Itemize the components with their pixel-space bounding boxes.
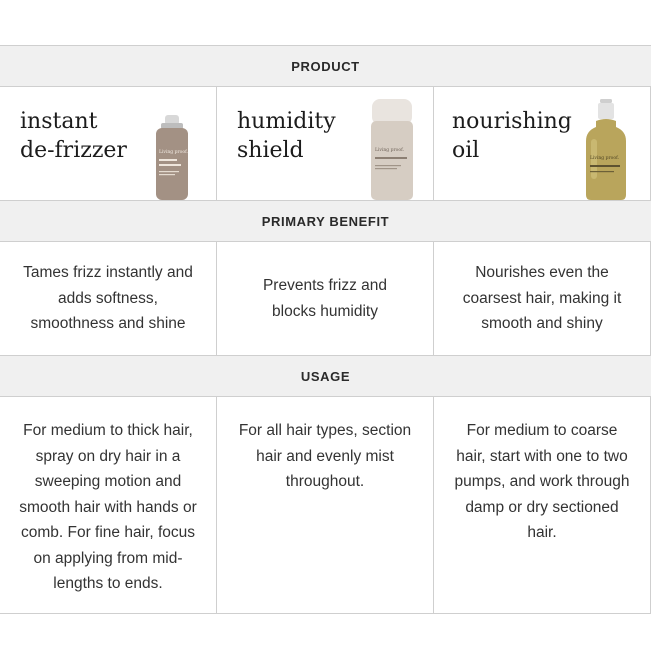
spray-can-icon (369, 99, 415, 200)
comparison-table (0, 45, 651, 614)
product-name-line: oil (452, 138, 480, 163)
svg-text:Living proof.: Living proof. (375, 148, 405, 153)
usage-cell (0, 397, 217, 613)
usage-row (0, 397, 651, 614)
product-name-line: instant (20, 109, 98, 134)
aerosol-can-icon (153, 115, 191, 200)
product-name-line: nourishing (452, 109, 572, 134)
product-name (237, 107, 357, 165)
product-name-line: shield (237, 138, 304, 163)
benefit-text: Nourishes even the coarsest hair, making it smooth and shiny (462, 264, 622, 333)
usage-cell (434, 397, 651, 613)
product-row (0, 87, 651, 201)
product-header: PRODUCT (0, 46, 651, 87)
benefit-row (0, 242, 651, 356)
benefit-text: Prevents frizz and blocks humidity (262, 277, 388, 320)
product-cell-instant-de-frizzer (0, 87, 217, 200)
usage-text: For all hair types, section hair and evenly mist throughout. (238, 422, 412, 490)
product-name (452, 107, 572, 165)
benefit-cell (0, 242, 217, 355)
product-cell-nourishing-oil (434, 87, 651, 200)
usage-text: For medium to thick hair, spray on dry hair in a sweeping motion and smooth hair with hands or comb. For fine hair, focus on applying from mid-lengths to ends. (19, 422, 197, 592)
usage-cell (217, 397, 434, 613)
benefit-cell (434, 242, 651, 355)
product-name (20, 107, 140, 165)
usage-text: For medium to coarse hair, start with one to two pumps, and work through damp or dry sectioned hair. (454, 422, 630, 541)
primary-benefit-header: PRIMARY BENEFIT (0, 201, 651, 242)
svg-text:Living proof.: Living proof. (590, 156, 620, 161)
oil-bottle-icon (582, 99, 630, 200)
benefit-cell (217, 242, 434, 355)
svg-text:Living proof.: Living proof. (159, 150, 189, 155)
benefit-text: Tames frizz instantly and adds softness, smoothness and shine (23, 264, 193, 333)
product-name-line: de-frizzer (20, 138, 127, 163)
product-cell-humidity-shield (217, 87, 434, 200)
product-name-line: humidity (237, 109, 336, 134)
usage-header: USAGE (0, 356, 651, 397)
